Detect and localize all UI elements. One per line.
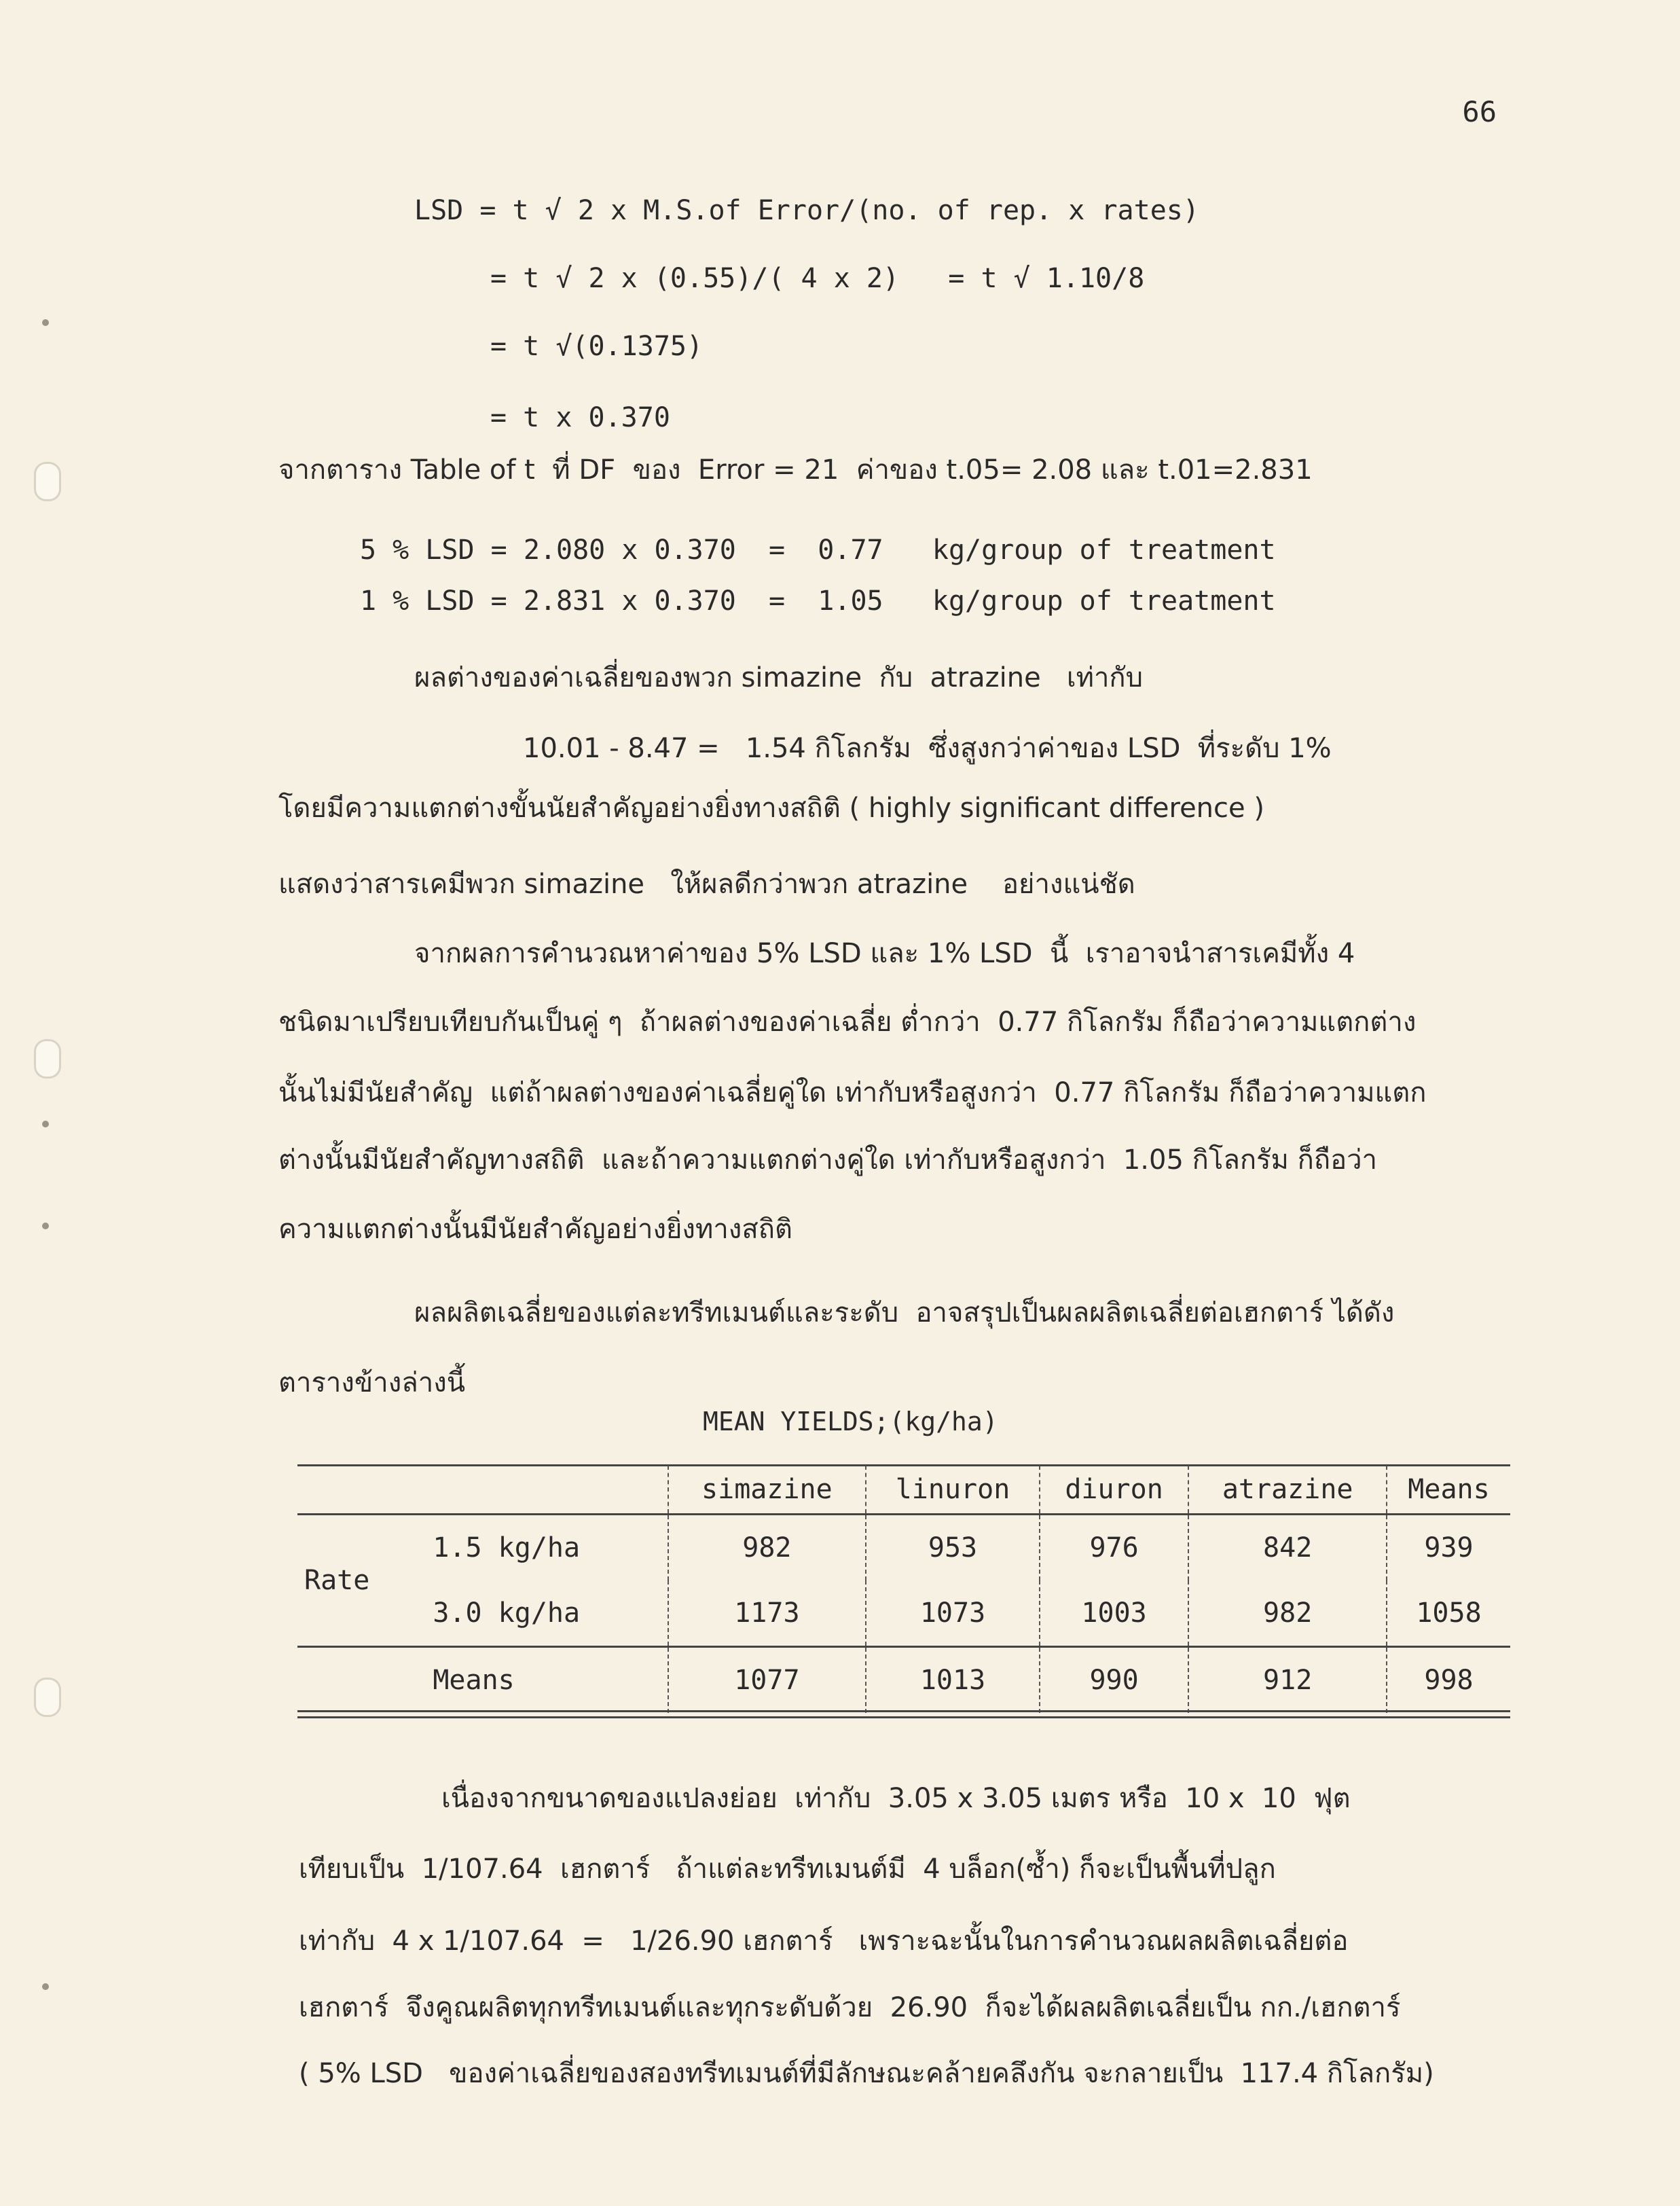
table-bottom-rule	[297, 1710, 1510, 1718]
text-line: ผลผลิตเฉลี่ยของแต่ละทรีทเมนต์และระดับ อาจสรุปเป็นผลผลิตเฉลี่ยต่อเฮกตาร์ ได้ดัง	[414, 1297, 1395, 1328]
table-of-t-line: จากตาราง Table of t ที่ DF ของ Error = 21 ค่าของ t.05= 2.08 และ t.01=2.831	[278, 454, 1313, 486]
column-header: diuron	[1040, 1466, 1189, 1515]
table-row	[297, 1515, 1510, 1581]
punch-mark	[42, 319, 49, 326]
column-header: Means	[1387, 1466, 1510, 1515]
column-header: simazine	[668, 1466, 866, 1515]
equation-line: LSD = t √ 2 x M.S.of Error/(no. of rep. x rates)	[414, 195, 1199, 226]
table-cell: 842	[1188, 1515, 1387, 1581]
table-cell: 982	[668, 1515, 866, 1581]
table-cell: 1077	[668, 1647, 866, 1714]
text-line: ( 5% LSD ของค่าเฉลี่ยของสองทรีทเมนต์ที่มีลักษณะคล้ายคลึงกัน จะกลายเป็น 117.4 กิโลกรัม)	[299, 2058, 1434, 2089]
table-row	[297, 1647, 1510, 1714]
table-row	[297, 1580, 1510, 1647]
punch-mark	[42, 1223, 49, 1229]
table-cell: 976	[1040, 1515, 1189, 1581]
text-line: จากผลการคำนวณหาค่าของ 5% LSD และ 1% LSD นี้ เราอาจนำสารเคมีทั้ง 4	[414, 938, 1355, 969]
page-number: 66	[1462, 95, 1497, 128]
punch-mark	[42, 1121, 49, 1127]
table-cell: 998	[1387, 1647, 1510, 1714]
table-cell: 912	[1188, 1647, 1387, 1714]
text-line: ชนิดมาเปรียบเทียบกันเป็นคู่ ๆ ถ้าผลต่างของค่าเฉลี่ย ต่ำกว่า 0.77 กิโลกรัม ก็ถือว่าความแตกต่าง	[278, 1007, 1417, 1038]
row-label: 3.0 kg/ha	[433, 1597, 581, 1629]
table-cell: 939	[1387, 1515, 1510, 1581]
equation-line: = t x 0.370	[490, 402, 670, 433]
text-line: 10.01 - 8.47 = 1.54 กิโลกรัม ซึ่งสูงกว่าค่าของ LSD ที่ระดับ 1%	[523, 733, 1332, 764]
text-line: เทียบเป็น 1/107.64 เฮกตาร์ ถ้าแต่ละทรีทเมนต์มี 4 บล็อก(ซ้ำ) ก็จะเป็นพื้นที่ปลูก	[299, 1854, 1276, 1885]
table-cell: 1173	[668, 1580, 866, 1647]
row-group-label: Rate	[304, 1565, 370, 1596]
binder-hole	[34, 1678, 61, 1717]
table-cell	[297, 1466, 405, 1515]
text-line: นั้นไม่มีนัยสำคัญ แต่ถ้าผลต่างของค่าเฉลี่ยคู่ใด เท่ากับหรือสูงกว่า 0.77 กิโลกรัม ก็ถือว่าความแตก	[278, 1077, 1427, 1108]
column-header: linuron	[866, 1466, 1040, 1515]
equation-line: = t √ 2 x (0.55)/( 4 x 2) = t √ 1.10/8	[490, 263, 1145, 294]
row-label: Means	[433, 1665, 515, 1696]
text-line: ตารางข้างล่างนี้	[278, 1367, 466, 1398]
column-header: atrazine	[1188, 1466, 1387, 1515]
table-cell: 982	[1188, 1580, 1387, 1647]
table-cell	[405, 1466, 668, 1515]
lsd-line: 5 % LSD = 2.080 x 0.370 = 0.77 kg/group of treatment	[360, 535, 1276, 566]
lsd-line: 1 % LSD = 2.831 x 0.370 = 1.05 kg/group of treatment	[360, 585, 1276, 617]
table-cell: 1073	[866, 1580, 1040, 1647]
table-cell	[297, 1647, 405, 1714]
table-cell: 953	[866, 1515, 1040, 1581]
binder-hole	[34, 462, 61, 501]
text-line: เนื่องจากขนาดของแปลงย่อย เท่ากับ 3.05 x 3.05 เมตร หรือ 10 x 10 ฟุต	[441, 1783, 1351, 1814]
binder-hole	[34, 1039, 61, 1079]
punch-mark	[42, 1983, 49, 1990]
text-line: ผลต่างของค่าเฉลี่ยของพวก simazine กับ atrazine เท่ากับ	[414, 662, 1144, 693]
table-caption: MEAN YIELDS;(kg/ha)	[703, 1407, 998, 1436]
text-line: เฮกตาร์ จึงคูณผลิตทุกทรีทเมนต์และทุกระดับด้วย 26.90 ก็จะได้ผลผลิตเฉลี่ยเป็น กก./เฮกตาร์	[299, 1992, 1401, 2023]
text-line: โดยมีความแตกต่างขั้นนัยสำคัญอย่างยิ่งทางสถิติ ( highly significant difference )	[278, 793, 1264, 824]
text-line: เท่ากับ 4 x 1/107.64 = 1/26.90 เฮกตาร์ เพราะฉะนั้นในการคำนวณผลผลิตเฉลี่ยต่อ	[299, 1925, 1349, 1957]
row-label: 1.5 kg/ha	[433, 1532, 581, 1563]
mean-yields-table	[297, 1466, 1510, 1713]
table-cell: 990	[1040, 1647, 1189, 1714]
table-cell: 1003	[1040, 1580, 1189, 1647]
table-header-row	[297, 1466, 1510, 1515]
text-line: ต่างนั้นมีนัยสำคัญทางสถิติ และถ้าความแตกต่างคู่ใด เท่ากับหรือสูงกว่า 1.05 กิโลกรัม ก็ถือว่า	[278, 1144, 1378, 1176]
equation-line: = t √(0.1375)	[490, 331, 704, 362]
table-cell: 1058	[1387, 1580, 1510, 1647]
text-line: ความแตกต่างนั้นมีนัยสำคัญอย่างยิ่งทางสถิติ	[278, 1214, 792, 1245]
text-line: แสดงว่าสารเคมีพวก simazine ให้ผลดีกว่าพวก atrazine อย่างแน่ชัด	[278, 869, 1135, 900]
table-cell: 1013	[866, 1647, 1040, 1714]
